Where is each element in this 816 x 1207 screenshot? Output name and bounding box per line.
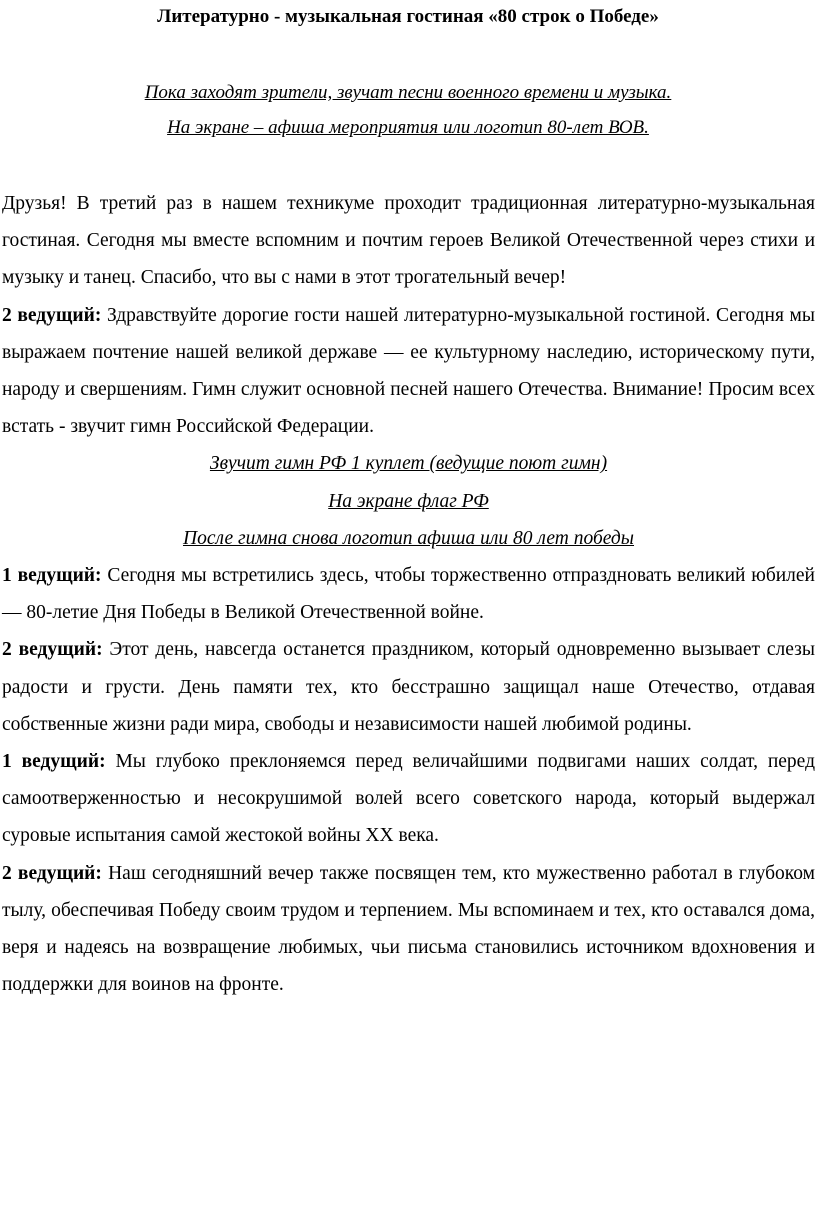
stage-direction-logo: После гимна снова логотип афиша или 80 лет победы — [182, 527, 635, 549]
speech-paragraph — [2, 557, 815, 631]
speaker-label: 1 ведущий: — [2, 565, 102, 587]
stage-direction-anthem: Звучит гимн РФ 1 куплет (ведущие поют гимн) — [209, 453, 608, 475]
speech-paragraph — [2, 631, 815, 743]
speech-paragraph — [2, 743, 815, 855]
speech-text: Мы глубоко преклоняемся перед величайшими подвигами наших солдат, перед самоотверженностью и несокрушимой волей всего советского народа, который выдержал суровые испытания самой жестокой войны XX века. — [2, 751, 815, 847]
speaker-label: 1 ведущий: — [2, 751, 106, 773]
speech-paragraph — [2, 297, 815, 446]
opening-paragraph — [2, 185, 815, 297]
speech-text: Наш сегодняшний вечер также посвящен тем, кто мужественно работал в глубоком тылу, обеспечивая Победу своим трудом и терпением. Мы вспоминаем и тех, кто оставался дома, веря и надеясь на возвращение любимых, чьи письма становились источником вдохновения и поддержки для воинов на фронте. — [2, 862, 815, 996]
document-title: Литературно - музыкальная гостиная «80 строк о Победе» — [157, 6, 659, 27]
script-body — [2, 185, 815, 1003]
speech-text: Сегодня мы встретились здесь, чтобы торжественно отпраздновать великий юбилей — 80-летие Дня Победы в Великой Отечественной войне. — [2, 565, 815, 624]
opening-text: Друзья! В третий раз в нашем техникуме проходит традиционная литературно-музыкальная гостиная. Сегодня мы вместе вспомним и почтим героев Великой Отечественной через стихи и музыку и танец. Спасибо, что вы с нами в этот трогательный вечер! — [2, 193, 815, 289]
stage-direction-entry: Пока заходят зрители, звучат песни военного времени и музыка. — [144, 82, 672, 103]
speech-text: Здравствуйте дорогие гости нашей литературно-музыкальной гостиной. Сегодня мы выражаем почтение нашей великой державе — ее культурному наследию, историческому пути, народу и свершениям. Гимн служит основной песней нашего Отечества. Внимание! Просим всех встать - звучит гимн Российской Федерации. — [2, 304, 815, 438]
speaker-label: 2 ведущий: — [2, 304, 102, 326]
stage-direction-flag: На экране флаг РФ — [328, 490, 489, 512]
speaker-label: 2 ведущий: — [2, 862, 102, 884]
speech-paragraph — [2, 855, 815, 1004]
speaker-label: 2 ведущий: — [2, 639, 103, 661]
speech-text: Этот день, навсегда останется праздником, который одновременно вызывает слезы радости и грусти. День памяти тех, кто бесстрашно защищал наше Отечество, отдавая собственные жизни ради мира, свободы и независимости нашей любимой родины. — [2, 639, 815, 735]
stage-direction-screen: На экране – афиша мероприятия или логотип 80-лет ВОВ. — [167, 117, 649, 138]
